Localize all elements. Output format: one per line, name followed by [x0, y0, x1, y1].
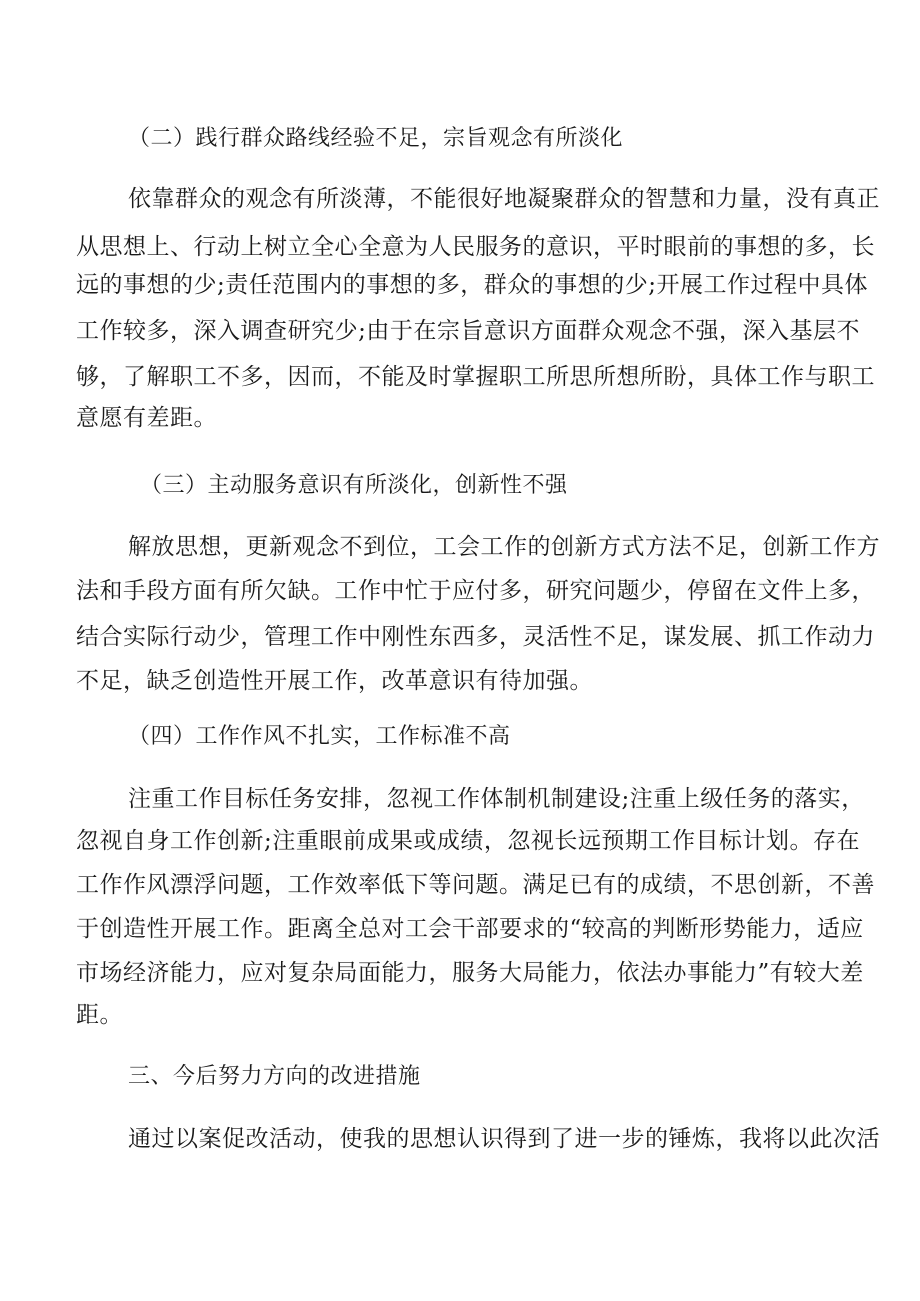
- paragraph-line: 距。: [76, 1002, 123, 1028]
- paragraph-line: 够，了解职工不多，因而，不能及时掌握职工所思所想所盼，具体工作与职工: [76, 364, 875, 390]
- paragraph-line: 于创造性开展工作。距离全总对工会干部要求的“较高的判断形势能力，适应: [76, 916, 864, 942]
- paragraph-line: 依靠群众的观念有所淡薄，不能很好地凝聚群众的智慧和力量，没有真正: [128, 186, 880, 212]
- section-heading-2: （二）践行群众路线经验不足，宗旨观念有所淡化: [128, 126, 624, 151]
- paragraph-line: 市场经济能力，应对复杂局面能力，服务大局能力，依法办事能力”有较大差: [76, 960, 864, 986]
- paragraph-line: 注重工作目标任务安排，忽视工作体制机制建设;注重上级任务的落实，: [128, 786, 865, 812]
- paragraph-line: 结合实际行动少，管理工作中刚性东西多，灵活性不足，谋发展、抓工作动力: [76, 624, 875, 650]
- paragraph-line: 工作作风漂浮问题，工作效率低下等问题。满足已有的成绩，不思创新，不善: [76, 872, 875, 898]
- paragraph-line: 意愿有差距。: [76, 405, 217, 431]
- paragraph-line: 通过以案促改活动，使我的思想认识得到了进一步的锤炼，我将以此次活: [128, 1126, 880, 1152]
- section-heading-improvement: 三、今后努力方向的改进措施: [128, 1064, 421, 1089]
- paragraph-line: 忽视自身工作创新;注重眼前成果或成绩，忽视长远预期工作目标计划。存在: [76, 828, 860, 854]
- section-heading-3: （三）主动服务意识有所淡化，创新性不强: [140, 473, 568, 498]
- paragraph-line: 工作较多，深入调查研究少;由于在宗旨意识方面群众观念不强，深入基层不: [76, 318, 860, 344]
- section-heading-4: （四）工作作风不扎实，工作标准不高: [128, 724, 511, 749]
- paragraph-line: 不足，缺乏创造性开展工作，改革意识有待加强。: [76, 668, 593, 694]
- paragraph-line: 解放思想，更新观念不到位，工会工作的创新方式方法不足，创新工作方: [128, 534, 880, 560]
- paragraph-line: 法和手段方面有所欠缺。工作中忙于应付多，研究问题少，停留在文件上多，: [76, 578, 875, 604]
- paragraph-line: 远的事想的少;责任范围内的事想的多，群众的事想的少;开展工作过程中具体: [76, 272, 868, 298]
- paragraph-line: 从思想上、行动上树立全心全意为人民服务的意识，平时眼前的事想的多，长: [76, 234, 875, 260]
